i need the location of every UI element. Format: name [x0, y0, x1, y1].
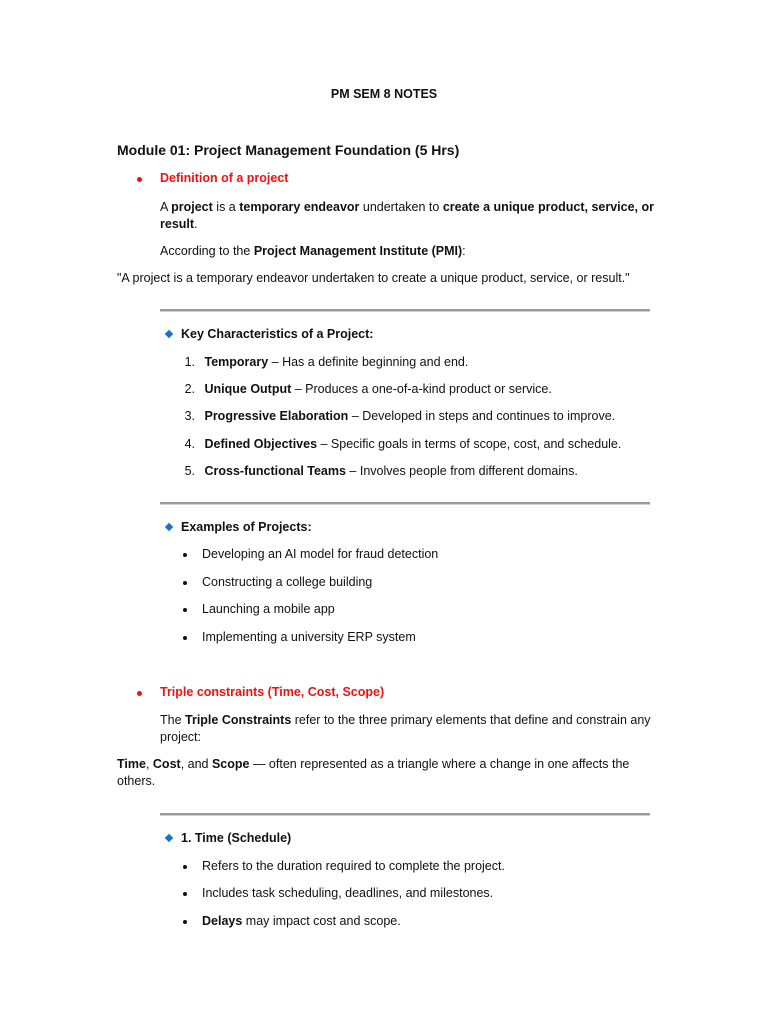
bullet-icon [183, 581, 187, 585]
red-bullet-icon [137, 177, 142, 182]
tcs-paragraph [117, 756, 657, 790]
example-item: Launching a mobile app [202, 602, 335, 616]
text-run: Refers to the duration required to complete the project. [202, 859, 505, 873]
characteristics-list-item [181, 464, 578, 478]
characteristics-list-item [181, 382, 552, 396]
text-run: Includes task scheduling, deadlines, and milestones. [202, 886, 494, 900]
bullet-icon [183, 636, 187, 640]
diamond-bullet-icon [165, 834, 173, 842]
section-heading-definition: Definition of a project [160, 171, 289, 185]
time-heading: 1. Time (Schedule) [181, 831, 292, 845]
time-item [202, 886, 493, 900]
triple-constraints-paragraph [160, 712, 660, 746]
list-number: 4. [184, 437, 195, 451]
bold-run: Progressive Elaboration [204, 409, 349, 423]
diamond-bullet-icon [165, 523, 173, 531]
bold-run: Cross-functional Teams [204, 464, 346, 478]
pmi-quote: "A project is a temporary endeavor undertaken to create a unique product, service, or result." [117, 271, 630, 285]
pmi-paragraph [160, 243, 466, 260]
bold-run: Temporary [204, 355, 269, 369]
text-run: may impact cost and scope. [242, 914, 401, 928]
text-run: – Produces a one-of-a-kind product or service. [291, 382, 552, 396]
example-item: Implementing a university ERP system [202, 630, 416, 644]
diamond-bullet-icon [165, 330, 173, 338]
list-number: 3. [184, 409, 195, 423]
bold-run: Triple Constraints [185, 713, 292, 727]
bold-run: temporary endeavor [239, 200, 360, 214]
text-run: : [462, 244, 466, 258]
bold-run: Time [117, 757, 146, 771]
text-run: refer to the three primary elements that define and constrain any [291, 713, 651, 727]
bullet-icon [183, 865, 187, 869]
text-run: The [160, 713, 186, 727]
characteristics-list-item [181, 409, 615, 423]
text-run: , and [180, 757, 212, 771]
text-run: . [194, 217, 198, 231]
text-run: is a [212, 200, 240, 214]
bold-run: project [171, 200, 213, 214]
horizontal-rule [160, 502, 650, 505]
horizontal-rule [160, 309, 650, 312]
bullet-icon [183, 920, 187, 924]
bold-run: Delays [202, 914, 243, 928]
characteristics-heading: Key Characteristics of a Project: [181, 327, 374, 341]
example-item: Constructing a college building [202, 575, 373, 589]
text-run: , [145, 757, 153, 771]
bullet-icon [183, 553, 187, 557]
module-heading: Module 01: Project Management Foundation (5 Hrs) [117, 142, 460, 158]
bullet-icon [183, 608, 187, 612]
text-run: project: [160, 730, 201, 744]
examples-heading: Examples of Projects: [181, 520, 312, 534]
definition-paragraph [160, 199, 660, 233]
horizontal-rule [160, 813, 650, 816]
list-number: 1. [184, 355, 195, 369]
text-run: undertaken to [359, 200, 443, 214]
bold-run: Cost [152, 757, 181, 771]
text-run: A [160, 200, 172, 214]
text-run: – Involves people from different domains. [345, 464, 578, 478]
bold-run: result [160, 217, 195, 231]
text-run: According to the [160, 244, 254, 258]
section-heading-triple-constraints: Triple constraints (Time, Cost, Scope) [160, 685, 385, 699]
text-run: others. [117, 774, 156, 788]
red-bullet-icon [137, 691, 142, 696]
time-item [202, 914, 401, 928]
text-run: – Has a definite beginning and end. [268, 355, 469, 369]
list-number: 5. [184, 464, 195, 478]
example-item: Developing an AI model for fraud detection [202, 547, 439, 561]
bold-run: Scope [211, 757, 250, 771]
characteristics-list-item [181, 437, 621, 451]
bullet-icon [183, 892, 187, 896]
bold-run: Unique Output [204, 382, 292, 396]
text-run: — often represented as a triangle where a change in one affects the [249, 757, 630, 771]
text-run: – Developed in steps and continues to improve. [348, 409, 616, 423]
text-run: – Specific goals in terms of scope, cost, and schedule. [317, 437, 622, 451]
bold-run: create a unique product, service, or [442, 200, 654, 214]
time-item [202, 859, 505, 873]
bold-run: Project Management Institute (PMI) [253, 244, 463, 258]
document-title: PM SEM 8 NOTES [330, 87, 438, 101]
list-number: 2. [184, 382, 195, 396]
characteristics-list-item [181, 355, 468, 369]
bold-run: Defined Objectives [204, 437, 318, 451]
